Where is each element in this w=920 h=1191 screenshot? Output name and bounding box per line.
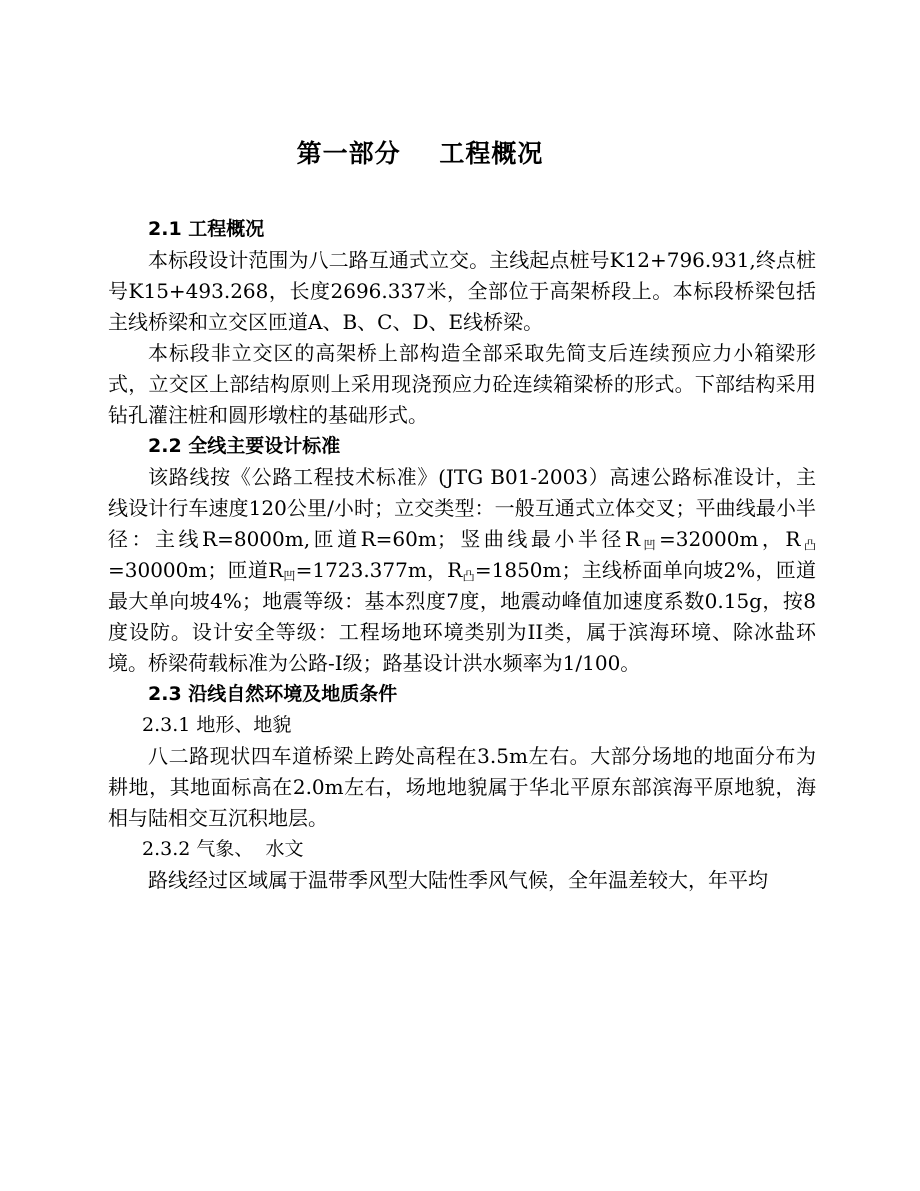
page-title: 第一部分 工程概况 bbox=[296, 139, 544, 168]
subsection-heading-2-3-2: 2.3.2 气象、 水文 bbox=[142, 838, 304, 860]
section-heading-2-3: 2.3 沿线自然环境及地质条件 bbox=[148, 683, 398, 705]
section-heading-2-1: 2.1 工程概况 bbox=[148, 218, 265, 240]
standards-text-b: =32000m，R bbox=[659, 527, 801, 551]
paragraph-2-2-standards bbox=[108, 462, 816, 679]
subscript-concave: 凹 bbox=[640, 538, 660, 552]
document-body bbox=[108, 214, 816, 896]
subscript-concave: 凹 bbox=[283, 569, 296, 583]
standards-text-a: 该路线按《公路工程技术标准》(JTG B01-2003）高速公路标准设计，主线设计行车速度120公里/小时；立交类型：一般互通式立体交叉；平曲线最小半径：主线R=8000m,匝道R=60m；竖曲线最小半径R bbox=[108, 465, 816, 551]
standards-text-d: =1723.377m，R bbox=[295, 558, 463, 582]
section-heading-2-2: 2.2 全线主要设计标准 bbox=[148, 435, 341, 457]
subscript-convex: 凸 bbox=[462, 569, 475, 583]
paragraph-2-1-structure: 本标段非立交区的高架桥上部构造全部采取先简支后连续预应力小箱梁形式，立交区上部结构原则上采用现浇预应力砼连续箱梁桥的形式。下部结构采用钻孔灌注桩和圆形墩柱的基础形式。 bbox=[108, 341, 816, 427]
subscript-convex: 凸 bbox=[800, 538, 816, 552]
subsection-heading-2-3-1: 2.3.1 地形、地貌 bbox=[142, 714, 292, 736]
paragraph-2-3-1-terrain: 八二路现状四车道桥梁上跨处高程在3.5m左右。大部分场地的地面分布为耕地，其地面标高在2.0m左右，场地地貌属于华北平原东部滨海平原地貌，海相与陆相交互沉积地层。 bbox=[108, 744, 816, 830]
paragraph-2-1-scope: 本标段设计范围为八二路互通式立交。主线起点桩号K12+796.931,终点桩号K15+493.268，长度2696.337米，全部位于高架桥段上。本标段桥梁包括主线桥梁和立交区匝道A、B、C、D、E线桥梁。 bbox=[108, 248, 816, 334]
standards-text-e: =1850m；主线桥面单向坡2%，匝道最大单向坡4%；地震等级：基本烈度7度，地震动峰值加速度系数0.15g，按8度设防。设计安全等级：工程场地环境类别为II类，属于滨海环境、除冰盐环境。桥梁荷载标准为公路-I级；路基设计洪水频率为1/100。 bbox=[108, 558, 816, 675]
paragraph-2-3-2-climate: 路线经过区域属于温带季风型大陆性季风气候，全年温差较大，年平均 bbox=[148, 868, 768, 892]
standards-text-c: =30000m；匝道R bbox=[108, 558, 284, 582]
